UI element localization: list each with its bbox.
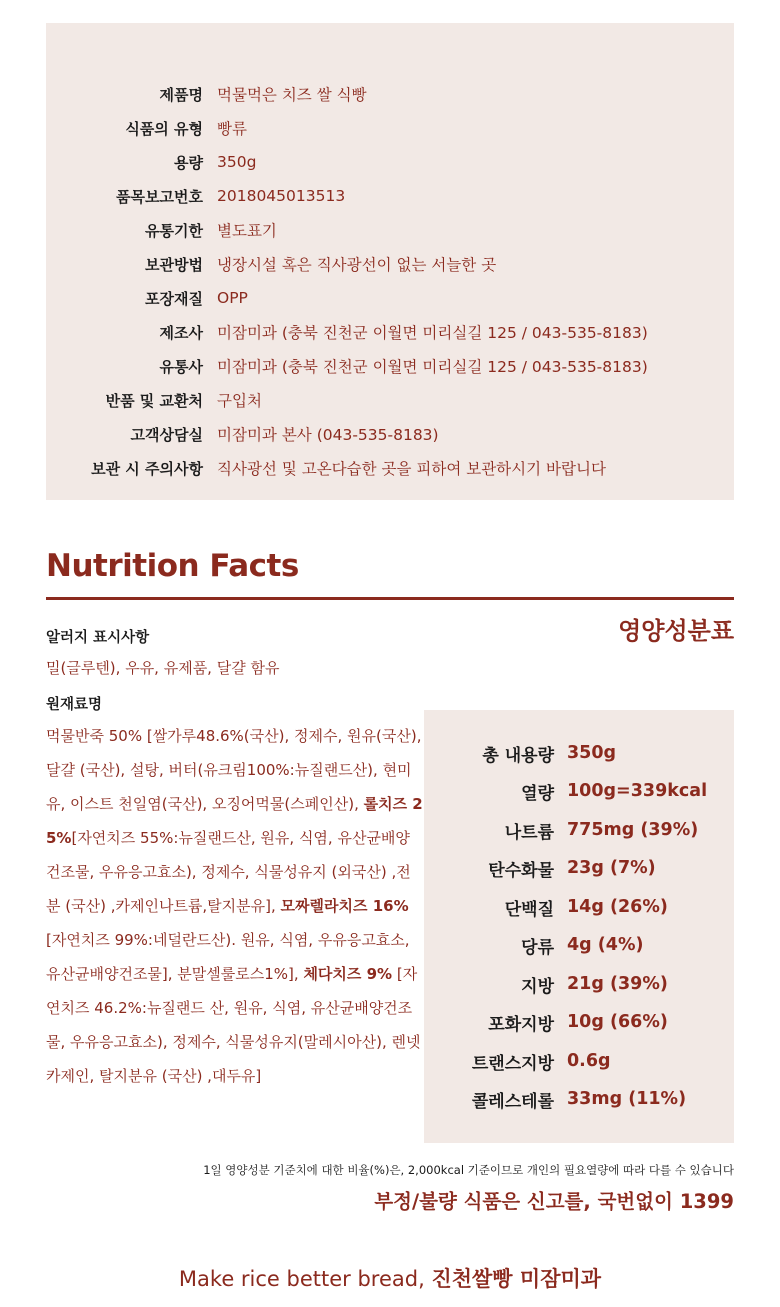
nutrient-row: [424, 1042, 734, 1080]
info-value: 먹물먹은 치즈 쌀 식빵: [217, 86, 367, 104]
info-label: 보관방법: [145, 255, 203, 274]
nutrient-value: 0.6g: [567, 1051, 611, 1071]
product-info-panel: [46, 23, 734, 500]
info-row-food-type: [46, 111, 734, 145]
info-row-returns: [46, 383, 734, 417]
report-hotline: 부정/불량 식품은 신고를, 국번없이 1399: [374, 1190, 734, 1213]
nutrient-row: [424, 965, 734, 1003]
info-value: 350g: [217, 153, 257, 171]
info-row-storage-caution: [46, 451, 734, 485]
info-value: 별도표기: [217, 222, 277, 240]
ingredient-part: 먹물반죽 50% [쌀가루48.6%(국산), 정제수, 원유(국산), 달걀 (국산), 설탕, 버터(유크림100%:뉴질랜드산), 현미유, 이스트 천일염(국산), 오징어먹물(스페인산),: [46, 727, 422, 813]
ingredients-title: 원재료명: [46, 697, 103, 713]
info-value: OPP: [217, 289, 248, 307]
info-label: 반품 및 교환처: [105, 391, 203, 410]
ingredient-highlight: 롤치즈 25%: [46, 795, 423, 847]
ingredient-part: [자연치즈 99%:네덜란드산). 원유, 식염, 우유응고효소, 유산균배양건조물], 분말셀룰로스1%],: [46, 931, 410, 983]
nutrient-label: 단백질: [504, 899, 554, 920]
info-label: 제조사: [159, 323, 203, 342]
info-label: 식품의 유형: [125, 119, 203, 138]
info-value: 냉장시설 혹은 직사광선이 없는 서늘한 곳: [217, 256, 497, 274]
nutrient-row: [424, 734, 734, 772]
nutrient-label: 나트륨: [504, 822, 554, 843]
nutrient-label: 총 내용량: [482, 745, 554, 766]
info-row-packaging: [46, 281, 734, 315]
nutrient-value: 4g (4%): [567, 935, 644, 955]
nutrient-value: 23g (7%): [567, 858, 656, 878]
info-row-distributor: [46, 349, 734, 383]
info-row-manufacturer: [46, 315, 734, 349]
brand-tagline: [0, 1263, 780, 1293]
nutrient-label: 탄수화물: [488, 860, 554, 881]
allergy-title: 알러지 표시사항: [46, 630, 150, 646]
nutrient-label: 지방: [521, 976, 554, 997]
nutrient-row: [424, 849, 734, 887]
nutrient-value: 33mg (11%): [567, 1089, 687, 1109]
info-value: 빵류: [217, 120, 247, 138]
brand-name: 진천쌀빵 미잠미과: [431, 1267, 602, 1291]
nutrient-row: [424, 888, 734, 926]
ingredient-highlight: 모짜렐라치즈 16%: [280, 897, 409, 915]
info-row-customer-service: [46, 417, 734, 451]
nutrient-row: [424, 1080, 734, 1118]
info-label: 제품명: [159, 85, 203, 104]
info-label: 유통사: [159, 357, 203, 376]
nutrition-facts-heading: Nutrition Facts: [46, 548, 299, 584]
info-label: 용량: [174, 153, 203, 172]
heading-divider: [46, 597, 734, 600]
info-row-capacity: [46, 145, 734, 179]
nutrient-value: 775mg (39%): [567, 820, 699, 840]
nutrient-row: [424, 811, 734, 849]
ingredients-text: [46, 719, 424, 1093]
info-row-storage: [46, 247, 734, 281]
ingredient-part: [자연치즈 46.2%:뉴질랜드 산, 원유, 식염, 유산균배양건조물, 우유응고효소), 정제수, 식물성유지(말레시아산), 렌넷카제인, 탈지분유 (국산) ,대두유]: [46, 965, 421, 1085]
nutrition-table: [424, 710, 734, 1143]
nutrient-value: 14g (26%): [567, 897, 668, 917]
info-value: 미잠미과 본사 (043-535-8183): [217, 426, 439, 444]
nutrient-label: 당류: [521, 937, 554, 958]
info-label: 품목보고번호: [116, 187, 203, 206]
info-label: 보관 시 주의사항: [91, 459, 203, 478]
info-label: 고객상담실: [130, 425, 203, 444]
nutrient-value: 10g (66%): [567, 1012, 668, 1032]
nutrient-label: 열량: [521, 783, 554, 804]
nutrient-row: [424, 772, 734, 810]
nutrient-value: 350g: [567, 743, 617, 763]
info-label: 포장재질: [145, 289, 203, 308]
tagline-text: Make rice better bread,: [178, 1267, 432, 1291]
info-value: 미잠미과 (충북 진천군 이월면 미리실길 125 / 043-535-8183): [217, 324, 648, 342]
nutrient-row: [424, 926, 734, 964]
nutrient-label: 콜레스테롤: [471, 1091, 554, 1112]
allergy-text: 밀(글루텐), 우유, 유제품, 달걀 함유: [46, 659, 280, 677]
nutrient-label: 트랜스지방: [471, 1053, 554, 1074]
nutrient-value: 100g=339kcal: [567, 781, 708, 801]
daily-value-disclaimer: 1일 영양성분 기준치에 대한 비율(%)은, 2,000kcal 기준이므로 개인의 필요열량에 따라 다를 수 있습니다: [203, 1163, 734, 1177]
info-value: 미잠미과 (충북 진천군 이월면 미리실길 125 / 043-535-8183): [217, 358, 648, 376]
ingredient-part: [자연치즈 55%:뉴질랜드산, 원유, 식염, 유산균배양건조물, 우유응고효소), 정제수, 식물성유지 (외국산) ,전분 (국산) ,카제인나트륨,탈지분유],: [46, 829, 411, 915]
nutrient-label: 포화지방: [488, 1014, 554, 1035]
nutrient-value: 21g (39%): [567, 974, 668, 994]
info-label: 유통기한: [145, 221, 203, 240]
ingredient-highlight: 체다치즈 9%: [303, 965, 393, 983]
info-value: 구입처: [217, 392, 262, 410]
info-value: 직사광선 및 고온다습한 곳을 피하여 보관하시기 바랍니다: [217, 460, 606, 478]
nutrition-heading-ko: 영양성분표: [618, 617, 734, 645]
info-row-product-name: [46, 77, 734, 111]
info-row-expiry: [46, 213, 734, 247]
info-row-report-number: [46, 179, 734, 213]
info-value: 2018045013513: [217, 187, 346, 205]
nutrient-row: [424, 1003, 734, 1041]
